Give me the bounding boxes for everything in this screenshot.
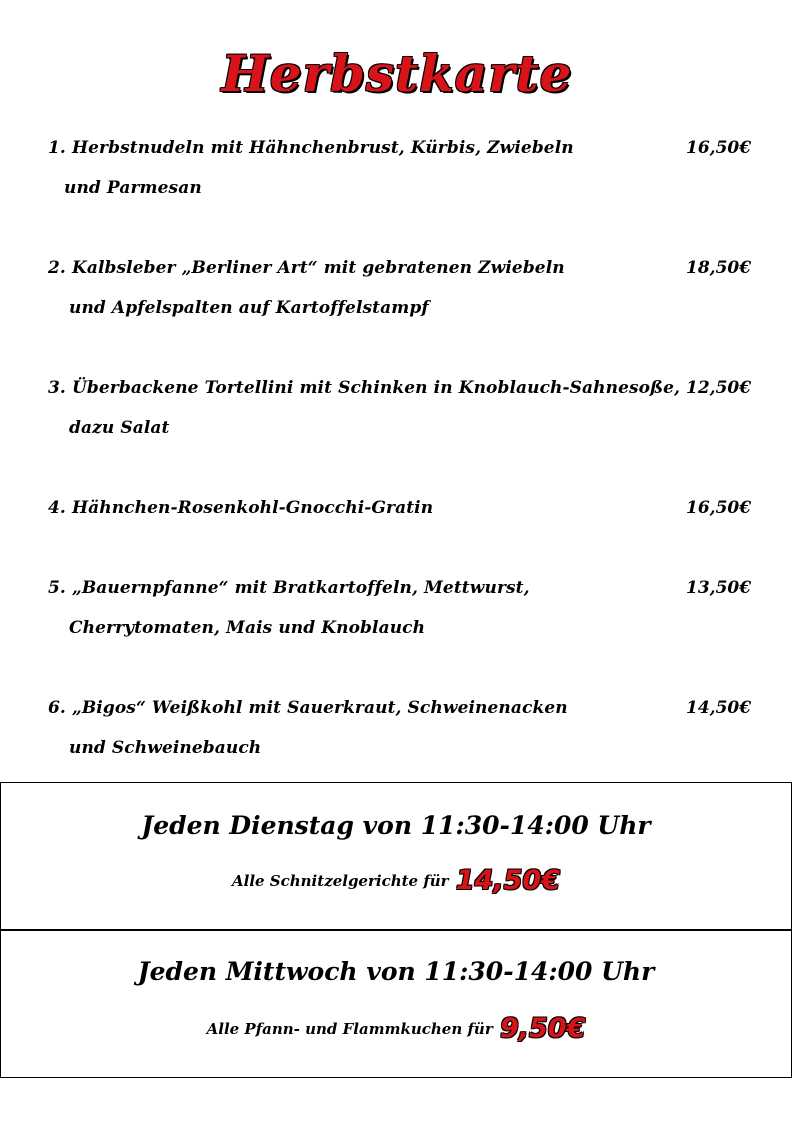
menu-item-price: 16,50€ bbox=[686, 138, 752, 158]
promo-heading: Jeden Dienstag von 11:30-14:00 Uhr bbox=[141, 811, 651, 840]
menu-item-name-cont: dazu Salat bbox=[69, 418, 170, 438]
menu-item-name: 6. „Bigos“ Weißkohl mit Sauerkraut, Schweinenacken bbox=[48, 698, 568, 718]
menu-item-name-cont: und Apfelspalten auf Kartoffelstampf bbox=[69, 298, 429, 318]
menu-item-price: 12,50€ bbox=[686, 378, 752, 398]
menu-item-name: 3. Überbackene Tortellini mit Schinken in Knoblauch-Sahnesoße, bbox=[48, 378, 681, 398]
promo-offer bbox=[1, 865, 791, 896]
page-title: Herbstkarte bbox=[221, 44, 573, 103]
menu-item-name: 1. Herbstnudeln mit Hähnchenbrust, Kürbis, Zwiebeln bbox=[48, 138, 574, 158]
promo-box-wednesday bbox=[0, 930, 792, 1078]
menu-item-price: 13,50€ bbox=[686, 578, 752, 598]
promo-heading: Jeden Mittwoch von 11:30-14:00 Uhr bbox=[137, 957, 655, 986]
promo-box-tuesday bbox=[0, 782, 792, 930]
menu-item-name-cont: Cherrytomaten, Mais und Knoblauch bbox=[69, 618, 426, 638]
promo-text: Alle Pfann- und Flammkuchen für bbox=[206, 1020, 493, 1038]
menu-item-price: 16,50€ bbox=[686, 498, 752, 518]
promo-text: Alle Schnitzelgerichte für bbox=[231, 872, 449, 890]
menu-item-name: 5. „Bauernpfanne“ mit Bratkartoffeln, Mettwurst, bbox=[48, 578, 530, 598]
menu-item-price: 14,50€ bbox=[686, 698, 752, 718]
promo-price: 14,50€ bbox=[455, 865, 561, 896]
promo-offer bbox=[1, 1013, 791, 1044]
menu-item-name-cont: und Parmesan bbox=[64, 178, 202, 198]
menu-item-name-cont: und Schweinebauch bbox=[69, 738, 262, 758]
menu-item-name: 2. Kalbsleber „Berliner Art“ mit gebratenen Zwiebeln bbox=[48, 258, 565, 278]
menu-item-price: 18,50€ bbox=[686, 258, 752, 278]
menu-item-name: 4. Hähnchen-Rosenkohl-Gnocchi-Gratin bbox=[48, 498, 434, 518]
promo-price: 9,50€ bbox=[499, 1013, 586, 1044]
